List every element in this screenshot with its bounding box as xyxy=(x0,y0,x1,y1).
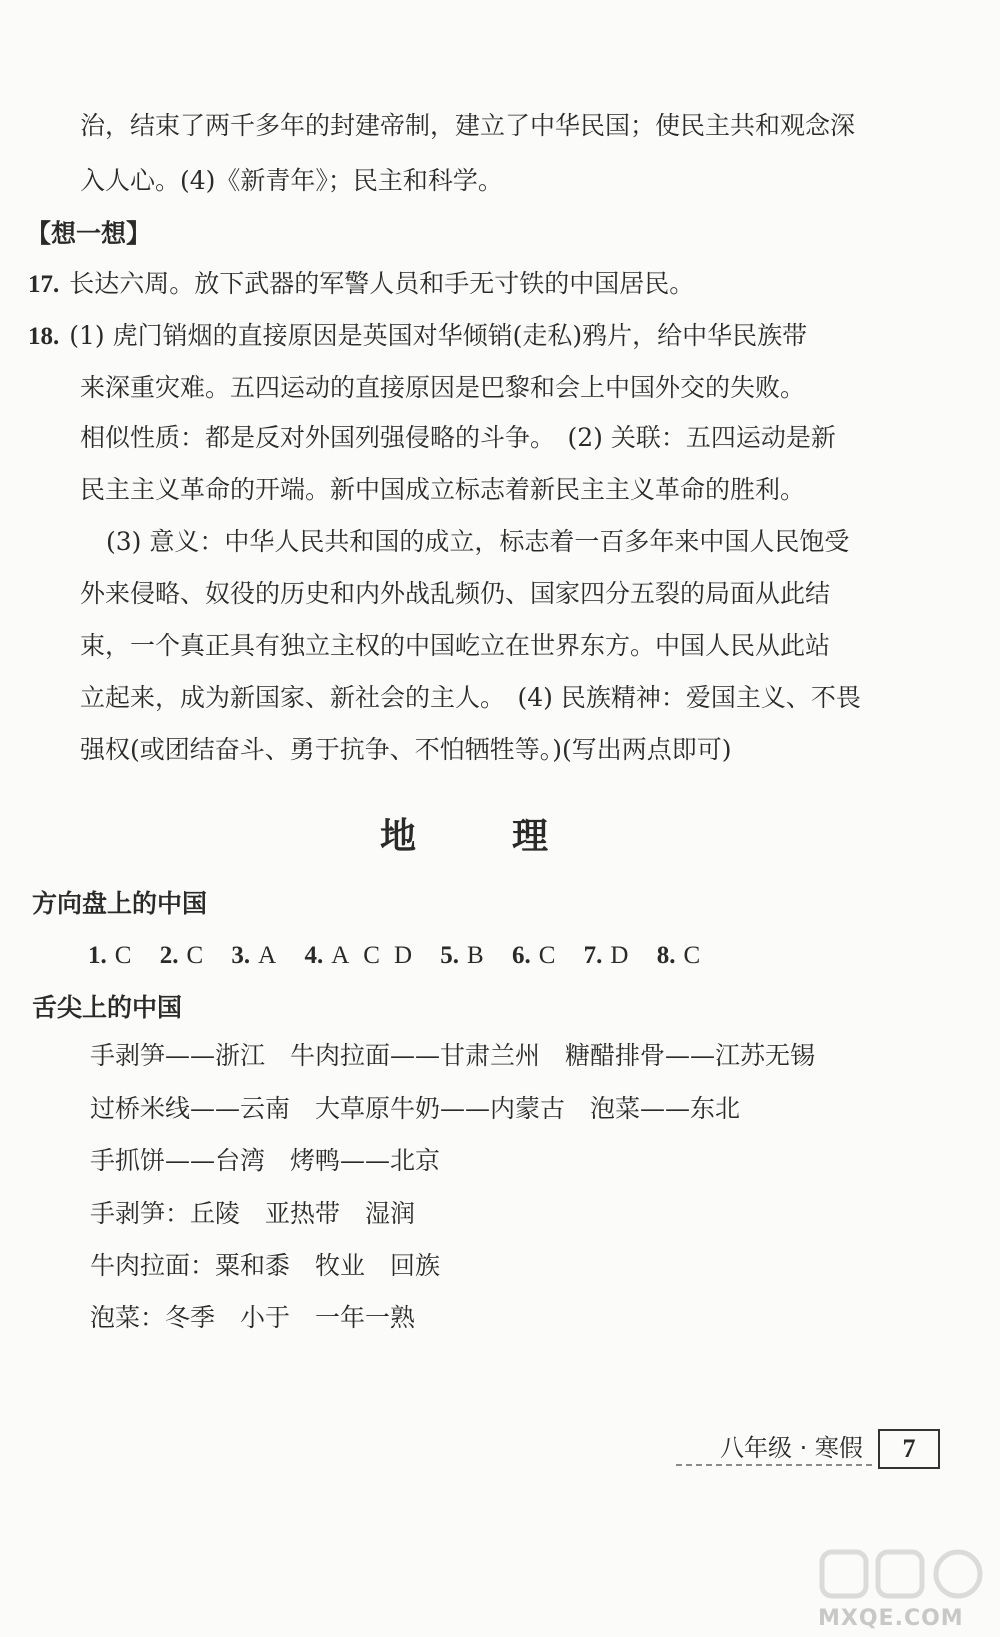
section-label-think: 【想一想】 xyxy=(26,219,152,248)
question-text: 长达六周。放下武器的军警人员和手无寸铁的中国居民。 xyxy=(69,269,695,298)
answer-number: 4. xyxy=(304,942,324,969)
answer-row xyxy=(88,940,700,972)
answer-number: 1. xyxy=(88,942,107,969)
answer-value: C xyxy=(186,942,204,969)
question-text: (1) 虎门销烟的直接原因是英国对华倾销(走私)鸦片，给中华民族带 xyxy=(69,321,808,350)
body-text-line: 入人心。(4)《新青年》；民主和科学。 xyxy=(80,166,503,195)
section-heading: 方向盘上的中国 xyxy=(32,889,208,918)
body-text-line: 来深重灾难。五四运动的直接原因是巴黎和会上中国外交的失败。 xyxy=(80,373,806,402)
answer-number: 2. xyxy=(159,942,179,969)
answer-number: 6. xyxy=(511,942,531,969)
body-text-line: 牛肉拉面：粟和黍 牧业 回族 xyxy=(90,1251,441,1280)
body-text-line: 立起来，成为新国家、新社会的主人。 (4) 民族精神：爱国主义、不畏 xyxy=(80,683,861,712)
question-18 xyxy=(28,320,807,353)
body-text-line: (3) 意义：中华人民共和国的成立，标志着一百多年来中国人民饱受 xyxy=(106,527,850,556)
question-17 xyxy=(28,268,694,301)
body-text-line: 强权(或团结奋斗、勇于抗争、不怕牺牲等。)(写出两点即可) xyxy=(80,735,732,764)
answer-number: 7. xyxy=(583,942,603,969)
page-number: 7 xyxy=(878,1429,940,1469)
section-heading: 舌尖上的中国 xyxy=(32,993,183,1022)
watermark-text: MXQE.COM xyxy=(818,1606,964,1631)
question-number: 18. xyxy=(28,323,60,350)
body-text-line: 相似性质：都是反对外国列强侵略的斗争。 (2) 关联：五四运动是新 xyxy=(80,423,836,452)
answer-number: 8. xyxy=(656,942,676,969)
page-title-part: 地 xyxy=(380,816,419,857)
answer-value: B xyxy=(467,942,484,969)
body-text-line: 手剥笋：丘陵 亚热带 湿润 xyxy=(90,1199,416,1228)
answer-number: 3. xyxy=(231,942,251,969)
answer-number: 5. xyxy=(440,942,459,969)
answer-value: C xyxy=(538,942,556,969)
body-text-line: 治，结束了两千多年的封建帝制，建立了中华民国；使民主共和观念深 xyxy=(80,111,856,140)
question-number: 17. xyxy=(28,271,60,298)
answer-value: D xyxy=(393,942,412,969)
answer-value: C xyxy=(363,942,380,969)
body-text-line: 过桥米线——云南 大草原牛奶——内蒙古 泡菜——东北 xyxy=(90,1094,741,1123)
body-text-line: 手抓饼——台湾 烤鸭——北京 xyxy=(90,1146,441,1175)
answer-value: A xyxy=(331,942,350,969)
footer-divider xyxy=(676,1464,872,1466)
answer-value: C xyxy=(683,942,701,969)
answer-value: C xyxy=(114,942,132,969)
page-title-part: 理 xyxy=(512,816,551,857)
body-text-line: 民主主义革命的开端。新中国成立标志着新民主主义革命的胜利。 xyxy=(80,475,806,504)
body-text-line: 外来侵略、奴役的历史和内外战乱频仍、国家四分五裂的局面从此结 xyxy=(80,579,831,608)
body-text-line: 泡菜：冬季 小于 一年一熟 xyxy=(90,1303,416,1332)
answer-value: A xyxy=(258,942,277,969)
answer-value: D xyxy=(610,942,629,969)
body-text-line: 束，一个真正具有独立主权的中国屹立在世界东方。中国人民从此站 xyxy=(80,631,831,660)
body-text-line: 手剥笋——浙江 牛肉拉面——甘肃兰州 糖醋排骨——江苏无锡 xyxy=(90,1041,816,1070)
footer-grade-label: 八年级 · 寒假 xyxy=(720,1434,863,1462)
